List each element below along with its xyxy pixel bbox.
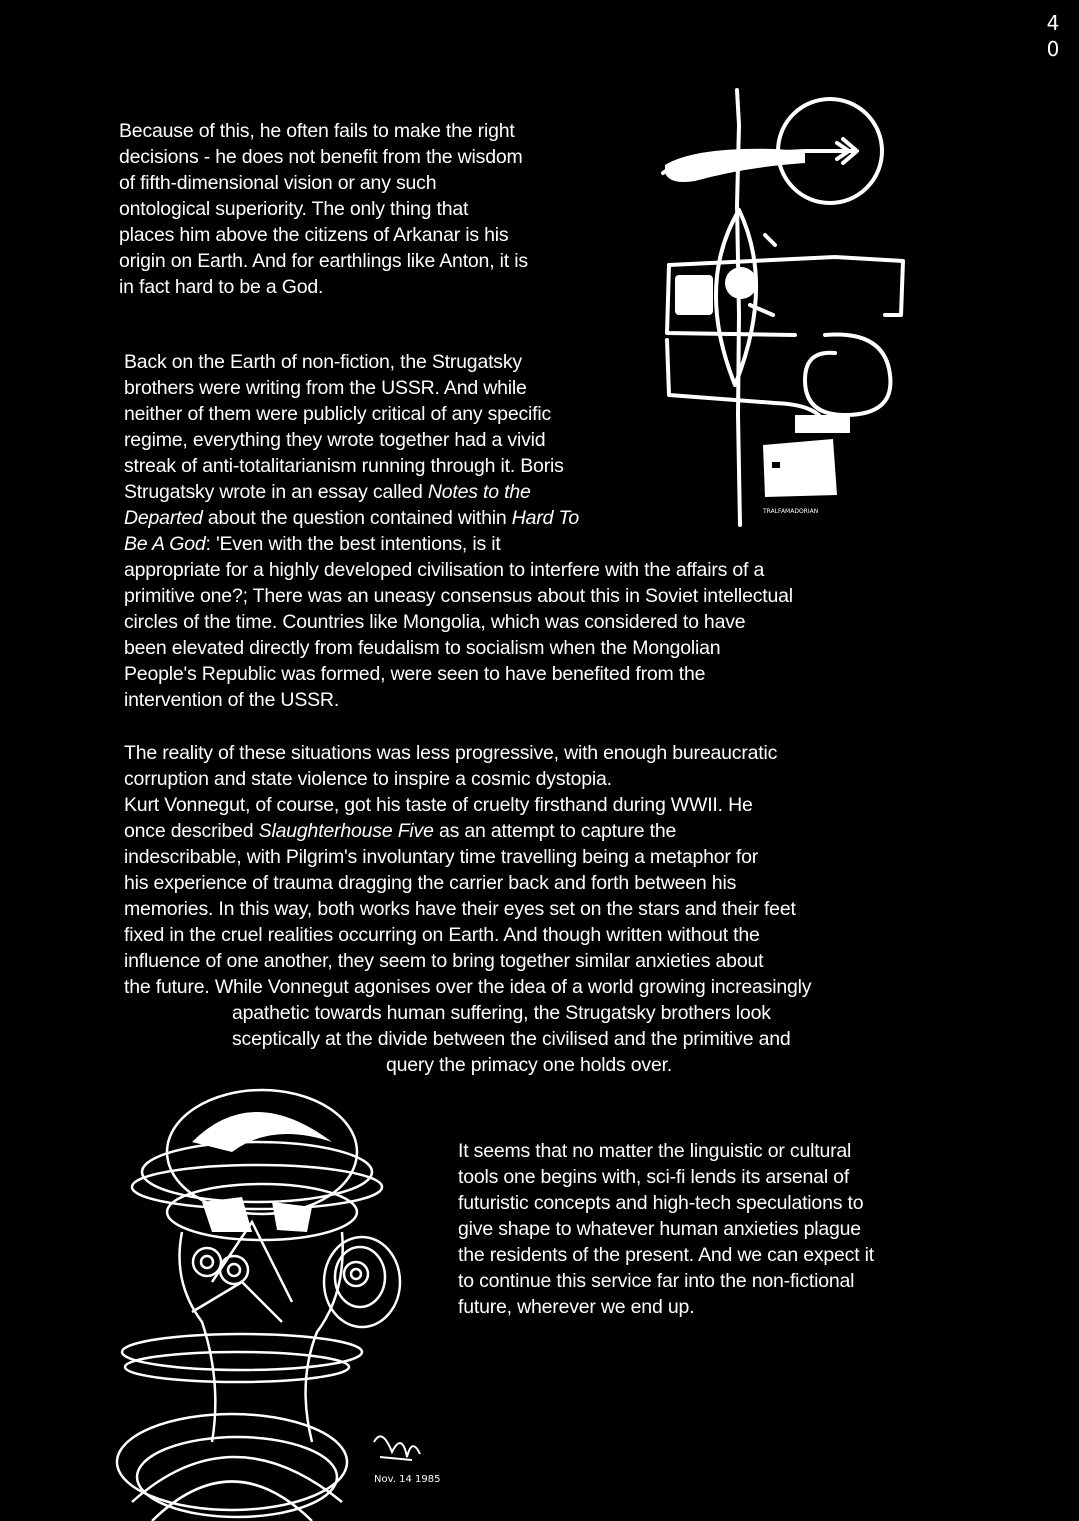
text-line: the future. While Vonnegut agonises over the idea of a world growing increasingly	[124, 976, 812, 998]
book-title-notes-to-the-departed: Departed	[124, 507, 203, 529]
text-line: brothers were writing from the USSR. And while	[124, 377, 527, 399]
text-line: influence of one another, they seem to bring together similar anxieties about	[124, 950, 764, 972]
artwork-caption: TRALFAMADORIAN	[763, 508, 819, 515]
text-line: been elevated directly from feudalism to socialism when the Mongolian	[124, 637, 721, 659]
text-line: in fact hard to be a God.	[119, 276, 324, 298]
text-run: Strugatsky wrote in an essay called	[124, 481, 428, 503]
text-line: his experience of trauma dragging the carrier back and forth between his	[124, 872, 737, 894]
text-line: corruption and state violence to inspire a cosmic dystopia.	[124, 768, 612, 790]
text-line	[124, 818, 811, 844]
text-line: Because of this, he often fails to make the right	[119, 120, 515, 142]
text-line: sceptically at the divide between the civilised and the primitive and	[232, 1028, 791, 1050]
text-line: memories. In this way, both works have their eyes set on the stars and their feet	[124, 898, 796, 920]
paragraph-4	[458, 1138, 874, 1320]
text-line: futuristic concepts and high-tech speculations to	[458, 1192, 864, 1214]
book-title-hard-to-be-a-god: Hard To	[511, 507, 580, 529]
text-line: ontological superiority. The only thing that	[119, 198, 469, 220]
page-number-digit: 4	[1046, 11, 1060, 35]
text-line: fixed in the cruel realities occurring on Earth. And though written without the	[124, 924, 760, 946]
text-line: The reality of these situations was less progressive, with enough bureaucratic	[124, 742, 778, 764]
page-number-digit: 0	[1046, 37, 1060, 61]
alien-glyph-drawing	[655, 85, 920, 535]
text-line: tools one begins with, sci-fi lends its arsenal of	[458, 1166, 850, 1188]
text-run: : 'Even with the best intentions, is it	[205, 533, 501, 555]
text-line: apathetic towards human suffering, the Strugatsky brothers look	[232, 1002, 771, 1024]
text-line: Back on the Earth of non-fiction, the Strugatsky	[124, 351, 522, 373]
page-number	[1042, 10, 1064, 62]
paragraph-3	[124, 740, 811, 1078]
text-line: People's Republic was formed, were seen to have benefited from the	[124, 663, 706, 685]
text-run: as an attempt to capture the	[433, 820, 677, 842]
text-line: decisions - he does not benefit from the wisdom	[119, 146, 523, 168]
text-line: appropriate for a highly developed civilisation to interfere with the affairs of a	[124, 559, 765, 581]
text-line: primitive one?; There was an uneasy consensus about this in Soviet intellectual	[124, 585, 793, 607]
text-line: neither of them were publicly critical of any specific	[124, 403, 552, 425]
book-title-slaughterhouse-five: Slaughterhouse Five	[258, 820, 434, 842]
paragraph-1	[119, 118, 528, 300]
text-line: streak of anti-totalitarianism running through it. Boris	[124, 455, 564, 477]
text-line: origin on Earth. And for earthlings like Anton, it is	[119, 250, 528, 272]
text-line: indescribable, with Pilgrim's involuntary time travelling being a metaphor for	[124, 846, 759, 868]
text-line: circles of the time. Countries like Mongolia, which was considered to have	[124, 611, 746, 633]
text-line: the residents of the present. And we can expect it	[458, 1244, 875, 1266]
text-line: of fifth-dimensional vision or any such	[119, 172, 437, 194]
text-line: give shape to whatever human anxieties plague	[458, 1218, 861, 1240]
book-title-notes-to-the-departed: Notes to the	[427, 481, 531, 503]
text-line: places him above the citizens of Arkanar is his	[119, 224, 509, 246]
text-line: Kurt Vonnegut, of course, got his taste of cruelty firsthand during WWII. He	[124, 794, 753, 816]
text-line: regime, everything they wrote together had a vivid	[124, 429, 546, 451]
text-line: intervention of the USSR.	[124, 689, 340, 711]
text-line: future, wherever we end up.	[458, 1296, 695, 1318]
book-title-hard-to-be-a-god: Be A God	[124, 533, 206, 555]
text-run: about the question contained within	[202, 507, 512, 529]
artwork-signature: Nov. 14 1985	[374, 1474, 441, 1485]
text-run: once described	[124, 820, 259, 842]
text-line: query the primacy one holds over.	[386, 1054, 673, 1076]
text-line: to continue this service far into the non-fictional	[458, 1270, 855, 1292]
sphere-sketch-drawing	[112, 1082, 452, 1521]
text-line: It seems that no matter the linguistic or cultural	[458, 1140, 852, 1162]
